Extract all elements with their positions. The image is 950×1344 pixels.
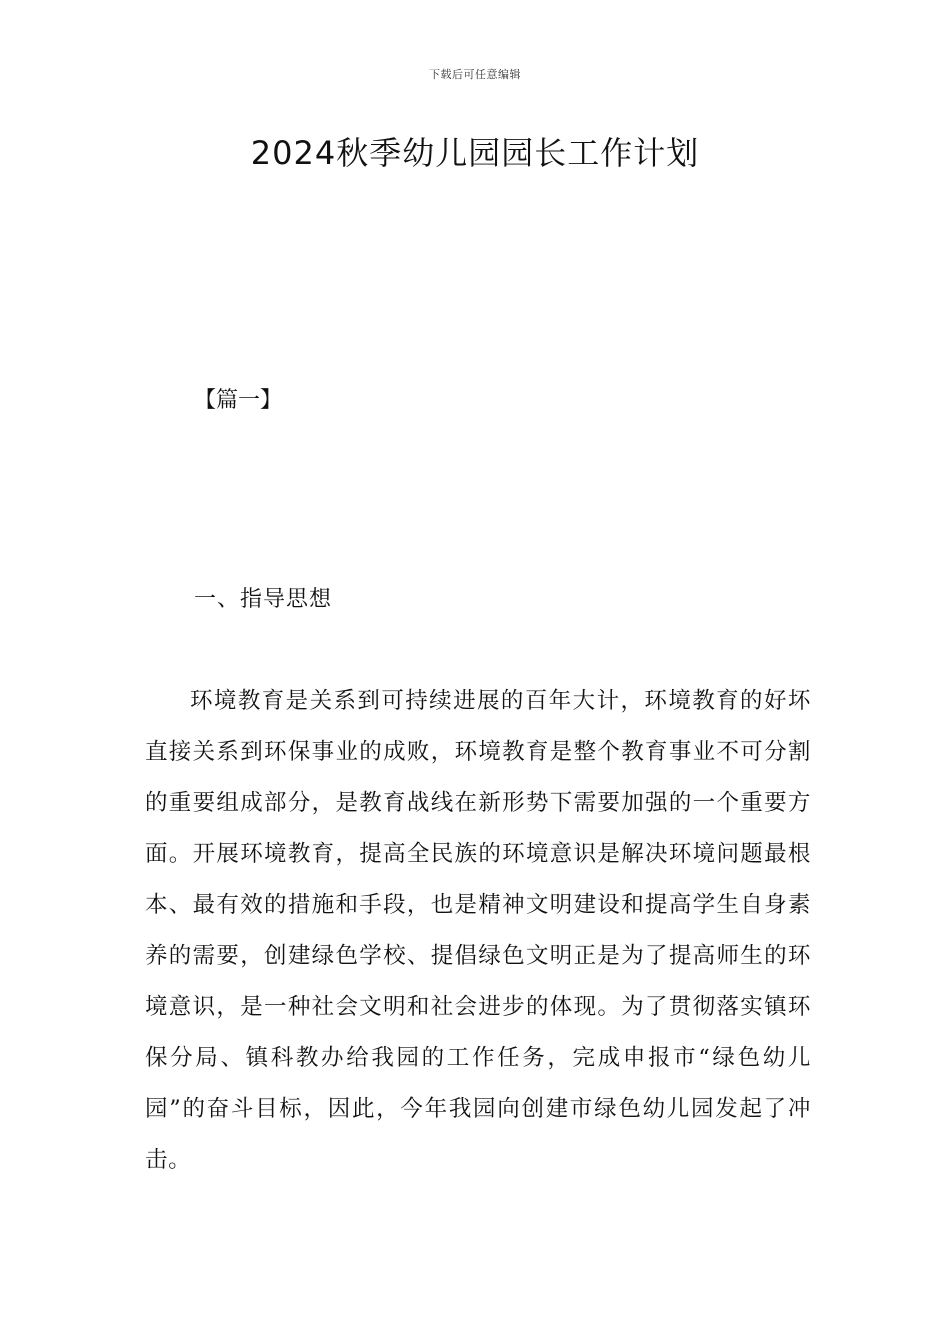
body-paragraph: 环境教育是关系到可持续进展的百年大计，环境教育的好坏直接关系到环保事业的成败，环境教育是整个教育事业不可分割的重要组成部分，是教育战线在新形势下需要加强的一个重要方面。开展环境教育，提高全民族的环境意识是解决环境问题最根本、最有效的措施和手段，也是精神文明建设和提高学生自身素养的需要，创建绿色学校、提倡绿色文明正是为了提高师生的环境意识，是一种社会文明和社会进步的体现。为了贯彻落实镇环保分局、镇科教办给我园的工作任务，完成申报市“绿色幼儿园”的奋斗目标，因此，今年我园向创建市绿色幼儿园发起了冲击。 [145, 688, 811, 1173]
header-note: 下载后可任意编辑 [429, 68, 521, 81]
document-title: 2024秋季幼儿园园长工作计划 [250, 134, 700, 172]
section-heading: 一、指导思想 [194, 587, 333, 612]
section-marker: 【篇一】 [194, 388, 283, 413]
